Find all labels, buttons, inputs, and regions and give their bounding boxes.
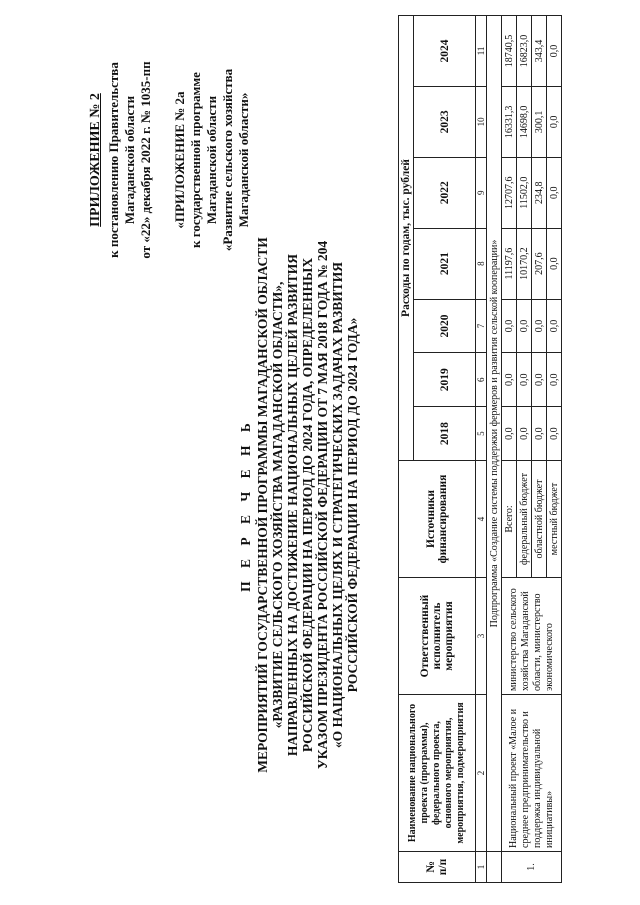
column-number: 6 (476, 353, 487, 407)
cell-value: 0,0 (547, 353, 562, 407)
heading-line: «РАЗВИТИЕ СЕЛЬСКОГО ХОЗЯЙСТВА МАГАДАНСКОЙ ОБЛАСТИ», (270, 281, 285, 729)
cell-value: 0,0 (502, 353, 517, 407)
header-year: 2020 (414, 299, 476, 353)
column-number: 8 (476, 228, 487, 299)
header-expenses: Расходы по годам, тыс. рублей (399, 16, 414, 461)
cell-value: 16331,3 (502, 86, 517, 157)
cell-value: 0,0 (547, 407, 562, 461)
cell-value: 11502,0 (517, 157, 532, 228)
header-year: 2023 (414, 86, 476, 157)
cell-value: 0,0 (547, 157, 562, 228)
cell-value: 300,1 (532, 86, 547, 157)
approval-line: к постановлению Правительства (106, 62, 121, 258)
cell-value: 0,0 (532, 353, 547, 407)
cell-value: 0,0 (517, 353, 532, 407)
header-year: 2021 (414, 228, 476, 299)
cell-value: 12707,6 (502, 157, 517, 228)
approval-line: «Развитие сельского хозяйства (220, 68, 235, 252)
heading-line: «О НАЦИОНАЛЬНЫХ ЦЕЛЯХ И СТРАТЕГИЧЕСКИХ ЗАДАЧАХ РАЗВИТИЯ (330, 261, 345, 749)
approval-line: Магаданской области (204, 95, 219, 225)
approval-line: к государственной программе (188, 72, 203, 248)
cell-value: 18740,5 (502, 16, 517, 87)
heading-word: П Е Р Е Ч Е Н Ь (238, 418, 253, 592)
row-number: 1. (502, 852, 562, 883)
header-year: 2024 (414, 16, 476, 87)
column-number: 4 (476, 461, 487, 578)
row-source: областной бюджет (532, 461, 547, 578)
header-source: Источники финансирования (399, 461, 476, 578)
heading-line: РОССИЙСКОЙ ФЕДЕРАЦИИ НА ПЕРИОД ДО 2024 ГОДА» (345, 317, 360, 693)
heading-line: РОССИЙСКОЙ ФЕДЕРАЦИИ НА ПЕРИОД ДО 2024 ГОДА, ОПРЕДЕЛЕННЫХ (300, 257, 315, 753)
cell-value: 0,0 (547, 228, 562, 299)
cell-value: 10170,2 (517, 228, 532, 299)
header-year: 2019 (414, 353, 476, 407)
cell-value: 0,0 (547, 86, 562, 157)
column-number: 2 (476, 695, 487, 852)
cell-value: 207,6 (532, 228, 547, 299)
column-number: 7 (476, 299, 487, 353)
header-year: 2018 (414, 407, 476, 461)
row-source: федеральный бюджет (517, 461, 532, 578)
column-number: 5 (476, 407, 487, 461)
subprogram-title: Подпрограмма «Создание системы поддержки фермеров и развития сельской кооперации» (487, 16, 502, 852)
column-number: 10 (476, 86, 487, 157)
cell-value: 234,8 (532, 157, 547, 228)
cell-value: 0,0 (532, 407, 547, 461)
column-number: 1 (476, 852, 487, 883)
approval-block (88, 15, 252, 305)
header-num: № п/п (399, 852, 476, 883)
column-number: 11 (476, 16, 487, 87)
column-number: 3 (476, 578, 487, 695)
header-executor: Ответственный исполнитель мероприятия (399, 578, 476, 695)
cell-value: 0,0 (547, 299, 562, 353)
appendix-title: ПРИЛОЖЕНИЕ № 2 (88, 93, 103, 227)
heading-line: МЕРОПРИЯТИЙ ГОСУДАРСТВЕННОЙ ПРОГРАММЫ МАГАДАНСКОЙ ОБЛАСТИ (255, 237, 270, 773)
cell-value: 0,0 (547, 16, 562, 87)
cell-value: 11197,6 (502, 228, 517, 299)
cell-value: 0,0 (517, 299, 532, 353)
cell-value: 343,4 (532, 16, 547, 87)
cell-value: 0,0 (517, 407, 532, 461)
measures-table (398, 15, 562, 883)
column-number: 9 (476, 157, 487, 228)
row-executor: министерство сельского хозяйства Магаданской области, министерство экономического (502, 578, 562, 695)
appendix-title-2: «ПРИЛОЖЕНИЕ № 2а (172, 91, 187, 229)
row-source: Всего: (502, 461, 517, 578)
cell-value: 16823,0 (517, 16, 532, 87)
cell-value: 14698,0 (517, 86, 532, 157)
header-name: Наименование национального проекта (программы), федерального проекта, основного мероприятия, мероприятия, подмероприятия (399, 695, 476, 852)
header-year: 2022 (414, 157, 476, 228)
document-heading (238, 145, 360, 865)
heading-line: НАПРАВЛЕННЫХ НА ДОСТИЖЕНИЕ НАЦИОНАЛЬНЫХ ЦЕЛЕЙ РАЗВИТИЯ (285, 253, 300, 757)
row-source: местный бюджет (547, 461, 562, 578)
cell-value: 0,0 (502, 299, 517, 353)
approval-line: от «22» декабря 2022 г. № 1035-пп (138, 61, 153, 259)
approval-line: Магаданской области» (236, 92, 251, 228)
row-name: Национальный проект «Малое и среднее предпринимательство и поддержка индивидуальной инициативы» (502, 695, 562, 852)
cell-value: 0,0 (532, 299, 547, 353)
approval-line: Магаданской области (122, 95, 137, 225)
cell-value: 0,0 (502, 407, 517, 461)
heading-line: УКАЗОМ ПРЕЗИДЕНТА РОССИЙСКОЙ ФЕДЕРАЦИИ ОТ 7 МАЯ 2018 ГОДА № 204 (315, 240, 330, 770)
